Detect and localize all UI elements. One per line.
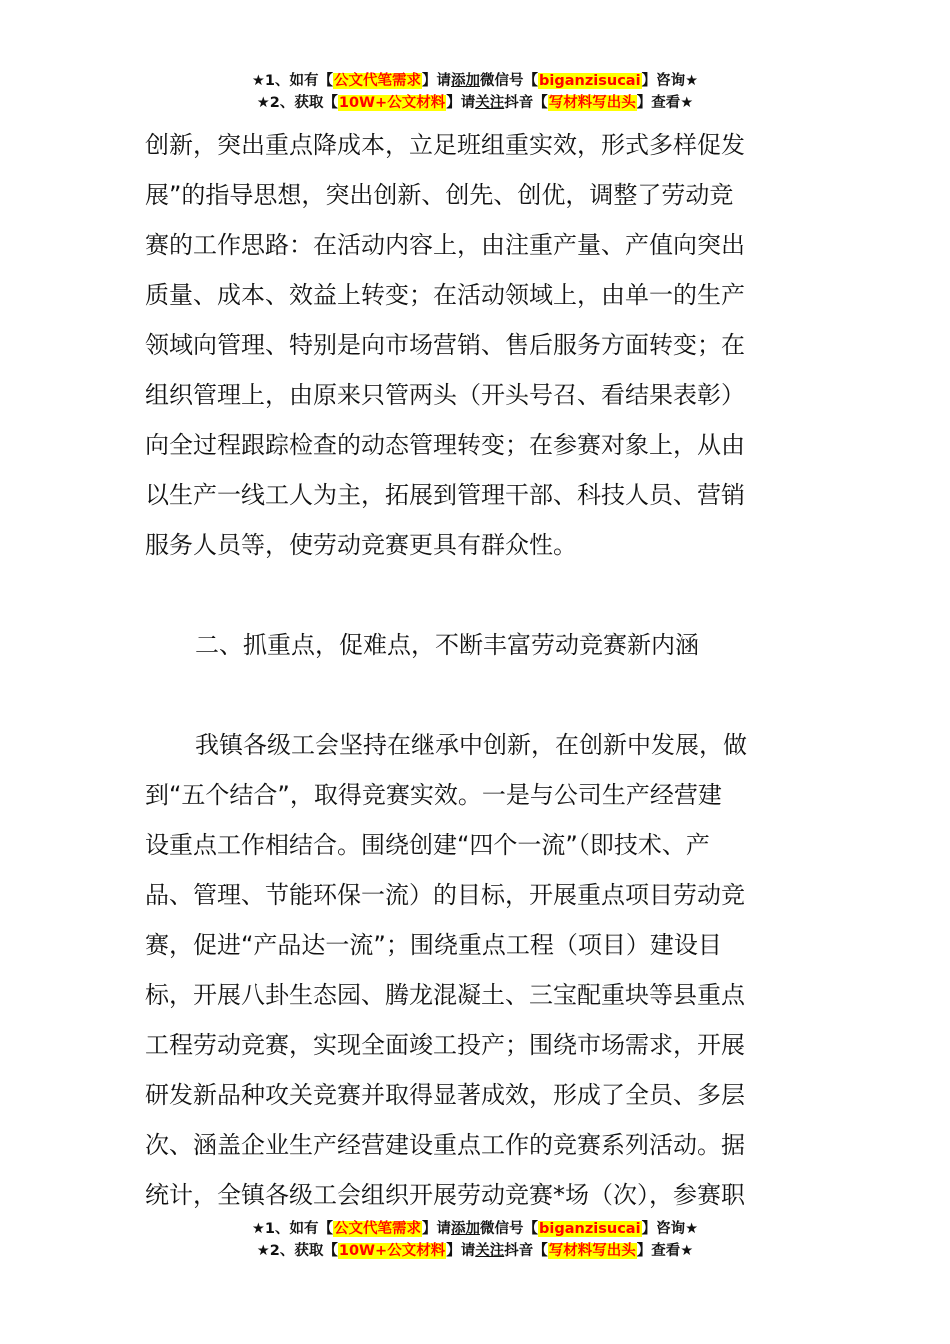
banner-line-2: [0, 1240, 950, 1262]
text-line: 赛的工作思路：在活动内容上，由注重产量、产值向突出: [145, 231, 745, 259]
header-banner: [0, 70, 950, 114]
text-line: 到“五个结合”，取得竞赛实效。一是与公司生产经营建: [145, 781, 722, 809]
text-line: 研发新品种攻关竞赛并取得显著成效，形成了全员、多层: [145, 1081, 745, 1109]
banner-text: ★2、获取【: [256, 1243, 338, 1259]
text-line: 向全过程跟踪检查的动态管理转变；在参赛对象上，从由: [145, 431, 745, 459]
text-line: 我镇各级工会坚持在继承中创新，在创新中发展，做: [195, 731, 747, 759]
underlined-text: 关注: [475, 1243, 505, 1259]
banner-text: 】请: [446, 1243, 476, 1259]
text-line: 统计，全镇各级工会组织开展劳动竞赛*场（次），参赛职: [145, 1181, 745, 1209]
text-line: 设重点工作相结合。围绕创建“四个一流”（即技术、产: [145, 831, 710, 859]
text-line: 以生产一线工人为主，拓展到管理干部、科技人员、营销: [145, 481, 745, 509]
text-line: 组织管理上，由原来只管两头（开头号召、看结果表彰）: [145, 381, 745, 409]
banner-text: 抖音【: [504, 95, 548, 111]
paragraph-2: [145, 720, 807, 1220]
highlight-text: 10W+公文材料: [338, 1243, 446, 1259]
banner-text: 】查看★: [636, 95, 694, 111]
underlined-text: 关注: [475, 95, 505, 111]
banner-text: 微信号【: [480, 1221, 539, 1237]
banner-line-2: [0, 92, 950, 114]
underlined-text: 添加: [451, 73, 481, 89]
text-line: 工程劳动竞赛，实现全面竣工投产；围绕市场需求，开展: [145, 1031, 745, 1059]
douyin-id: 写材料写出头: [548, 1243, 636, 1259]
text-line: 次、涵盖企业生产经营建设重点工作的竞赛系列活动。据: [145, 1131, 745, 1159]
banner-line-1: [0, 1218, 950, 1240]
banner-text: 】咨询★: [641, 73, 699, 89]
banner-text: 微信号【: [480, 73, 539, 89]
banner-text: ★1、如有【: [251, 73, 334, 89]
footer-banner: [0, 1218, 950, 1262]
douyin-id: 写材料写出头: [548, 95, 636, 111]
banner-text: 抖音【: [504, 1243, 548, 1259]
highlight-text: 公文代笔需求: [334, 1221, 422, 1237]
banner-text: 】请: [446, 95, 476, 111]
wechat-id: biganzisucai: [539, 1221, 641, 1237]
text-line: 标，开展八卦生态园、腾龙混凝土、三宝配重块等县重点: [145, 981, 745, 1009]
banner-text: 】请: [422, 73, 452, 89]
text-line: 展”的指导思想，突出创新、创先、创优，调整了劳动竞: [145, 181, 734, 209]
highlight-text: 公文代笔需求: [334, 73, 422, 89]
highlight-text: 10W+公文材料: [338, 95, 446, 111]
document-body: [145, 120, 807, 1220]
banner-text: 】查看★: [636, 1243, 694, 1259]
text-line: 创新，突出重点降成本，立足班组重实效，形式多样促发: [145, 131, 745, 159]
text-line: 领域向管理、特别是向市场营销、售后服务方面转变；在: [145, 331, 745, 359]
text-line: 赛，促进“产品达一流”；围绕重点工程（项目）建设目: [145, 931, 722, 959]
text-line: 品、管理、节能环保一流）的目标，开展重点项目劳动竞: [145, 881, 745, 909]
text-line: 质量、成本、效益上转变；在活动领域上，由单一的生产: [145, 281, 745, 309]
paragraph-1: [145, 120, 807, 570]
banner-text: 】咨询★: [641, 1221, 699, 1237]
underlined-text: 添加: [451, 1221, 481, 1237]
text-line: 服务人员等，使劳动竞赛更具有群众性。: [145, 531, 577, 559]
section-heading: 二、抓重点，促难点，不断丰富劳动竞赛新内涵: [195, 631, 699, 659]
wechat-id: biganzisucai: [539, 73, 641, 89]
banner-text: ★2、获取【: [256, 95, 338, 111]
banner-line-1: [0, 70, 950, 92]
banner-text: ★1、如有【: [251, 1221, 334, 1237]
banner-text: 】请: [422, 1221, 452, 1237]
